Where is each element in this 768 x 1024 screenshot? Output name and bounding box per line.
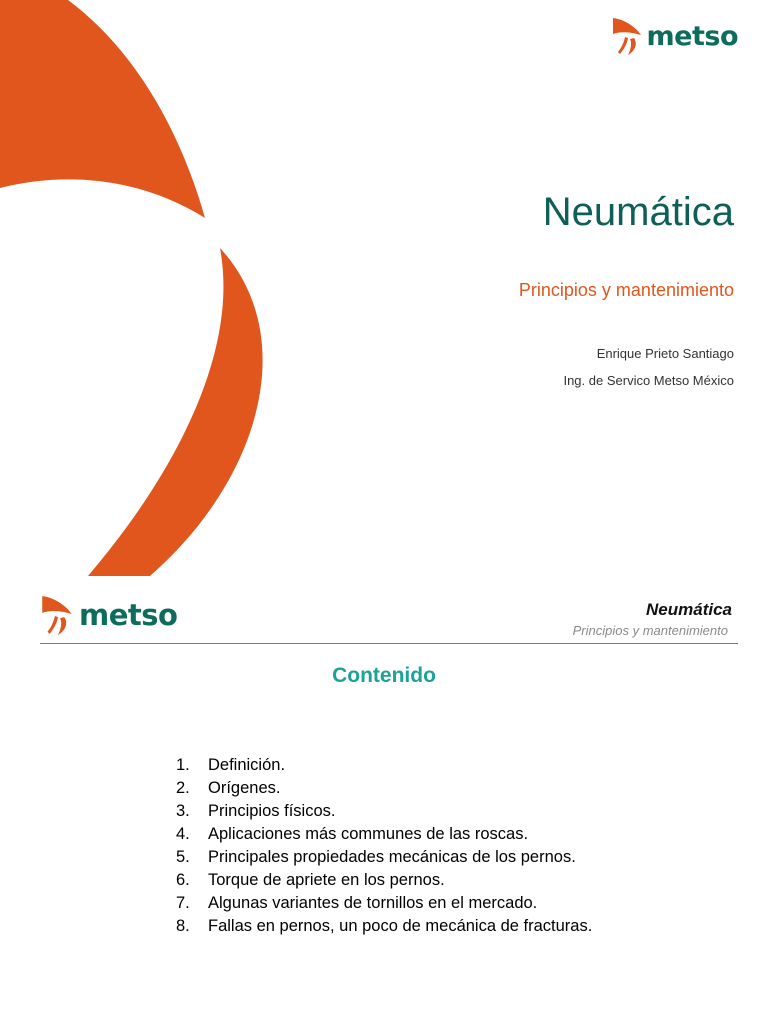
list-item [176,800,601,823]
logo-wordmark: metso [79,598,178,632]
item-text: Principales propiedades mecánicas de los pernos. [208,848,576,866]
header-divider [40,643,738,644]
item-text: Definición. [208,756,286,774]
metso-logo [611,16,738,56]
header-subtitle: Principios y mantenimiento [572,623,728,638]
list-item [176,915,601,938]
list-item [176,892,601,915]
list-item [176,754,601,777]
item-text: Orígenes. [208,779,281,797]
item-number: 8. [176,917,190,935]
item-text: Fallas en pernos, un poco de mecánica de fracturas. [208,917,593,935]
orange-swoosh-graphic [0,0,300,576]
item-number: 1. [176,756,190,774]
item-number: 3. [176,802,190,820]
list-item [176,846,601,869]
metso-logo [40,594,177,636]
header-title: Neumática [646,600,732,619]
item-text: Algunas variantes de tornillos en el mercado. [208,894,538,912]
contents-heading: Contenido [332,664,436,687]
contents-list [176,754,601,938]
item-text: Torque de apriete en los pernos. [208,871,445,889]
presentation-title: Neumática [542,190,734,234]
item-number: 6. [176,871,190,889]
presentation-subtitle: Principios y mantenimiento [518,280,734,300]
item-text: Aplicaciones más communes de las roscas. [208,825,529,843]
item-number: 4. [176,825,190,843]
item-number: 2. [176,779,190,797]
author-role: Ing. de Servico Metso México [563,373,734,388]
item-number: 7. [176,894,190,912]
list-item [176,777,601,800]
list-item [176,823,601,846]
author-name: Enrique Prieto Santiago [596,346,734,361]
metso-swoosh-icon [611,16,645,56]
item-number: 5. [176,848,190,866]
logo-wordmark: metso [646,20,738,52]
list-item [176,869,601,892]
item-text: Principios físicos. [208,802,336,820]
contents-slide [0,576,768,1024]
metso-swoosh-icon [40,594,76,636]
